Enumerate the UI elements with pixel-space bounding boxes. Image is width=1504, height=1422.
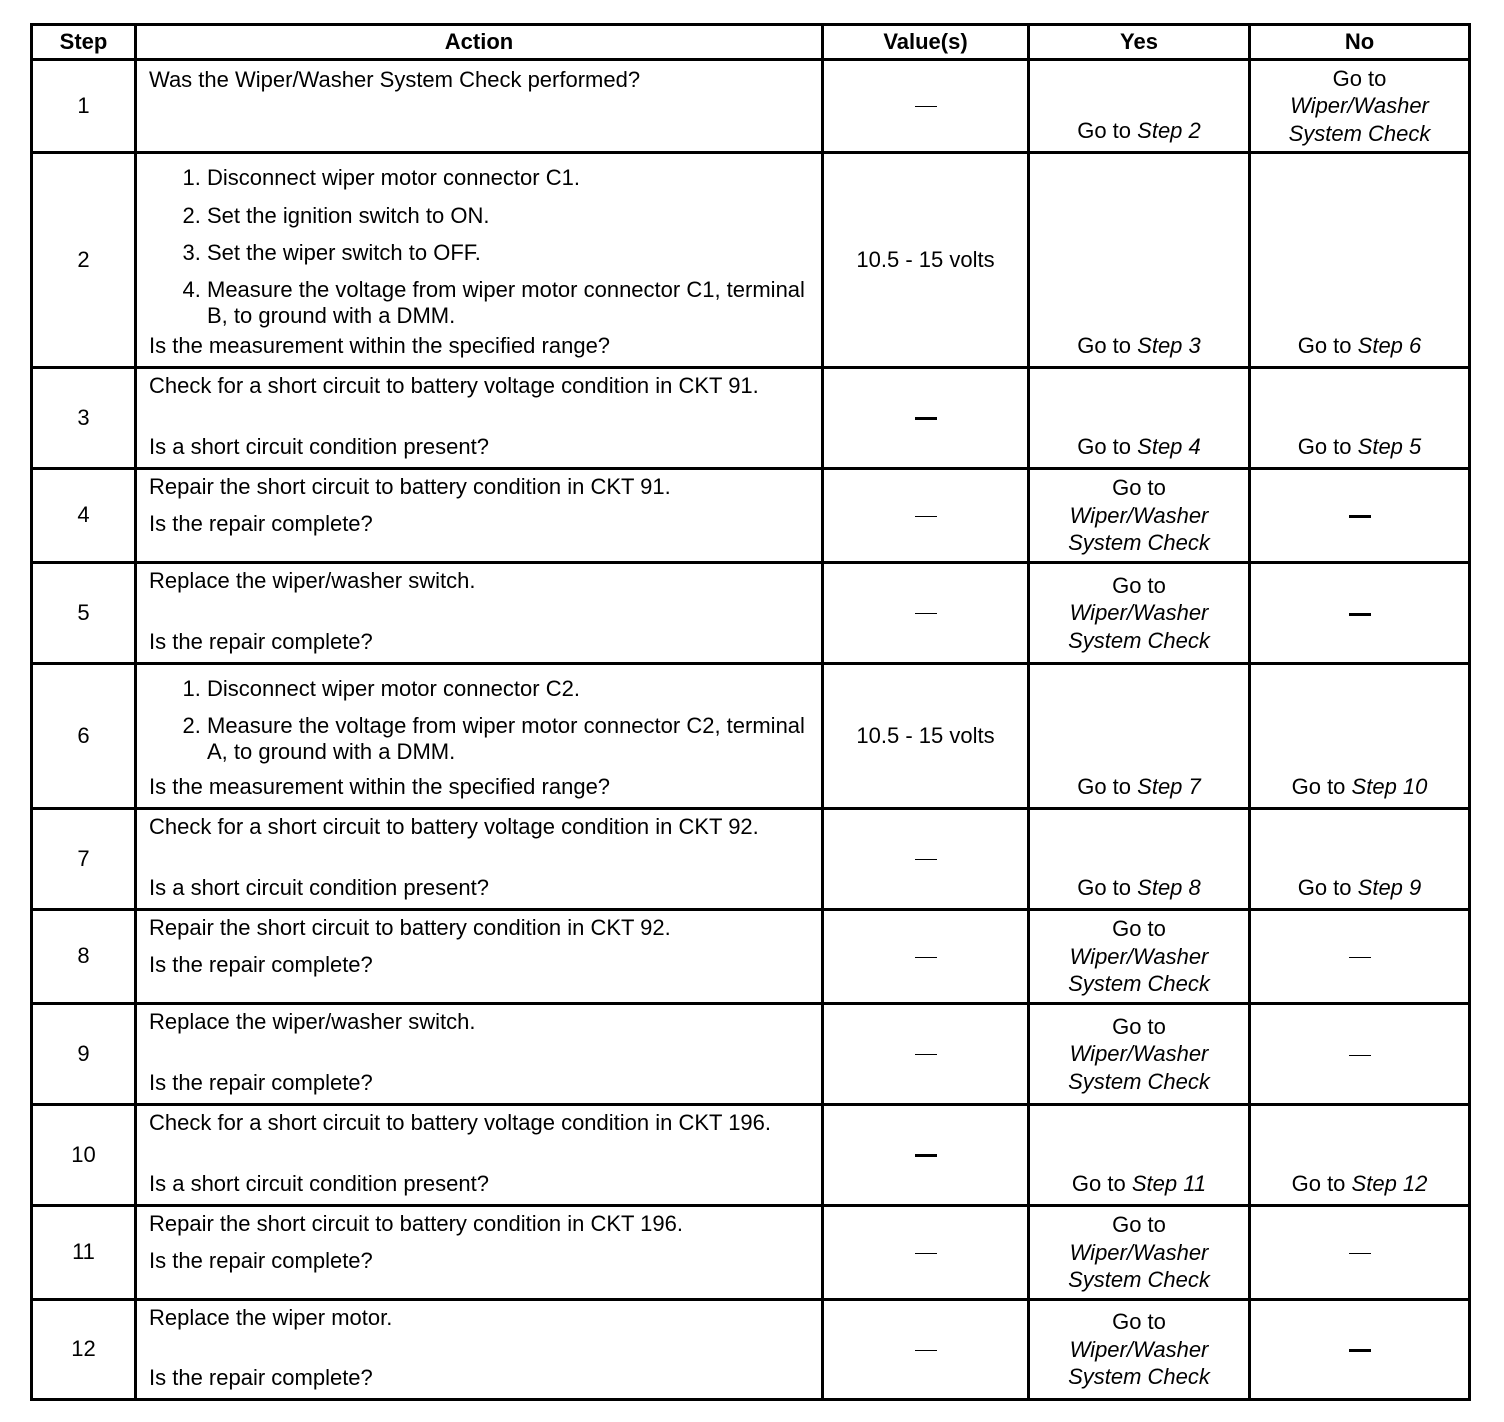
step-number: 5 [32, 563, 136, 664]
table-row [32, 809, 1470, 910]
value-cell [823, 809, 1029, 910]
yes-cell: Go to Wiper/Washer System Check [1029, 1206, 1250, 1300]
action-text: Check for a short circuit to battery voltage condition in CKT 92. [149, 814, 759, 839]
no-cell [1250, 910, 1470, 1004]
value-cell [823, 1300, 1029, 1400]
action-question: Is a short circuit condition present? [149, 434, 489, 460]
value-dash [915, 859, 937, 860]
value-dash [915, 1350, 937, 1351]
header-step: Step [32, 25, 136, 60]
value-cell: 10.5 - 15 volts [823, 153, 1029, 368]
no-dash [1349, 613, 1371, 616]
yes-link[interactable]: Step 7 [1137, 774, 1201, 800]
action-question: Is the repair complete? [149, 1365, 373, 1391]
no-link[interactable]: Step 10 [1351, 774, 1428, 800]
step-number: 3 [32, 368, 136, 469]
value-dash [915, 516, 937, 517]
header-no: No [1250, 25, 1470, 60]
value-cell [823, 368, 1029, 469]
no-link[interactable]: Step 12 [1351, 1171, 1428, 1197]
yes-link[interactable]: Step 11 [1131, 1171, 1207, 1197]
action-question: Is a short circuit condition present? [149, 875, 489, 901]
value-dash [915, 1154, 937, 1157]
table-row [32, 1004, 1470, 1105]
yes-link[interactable]: Wiper/Washer System Check [1068, 502, 1210, 556]
yes-cell: Go to Step 8 [1029, 809, 1250, 910]
no-cell: Go to Step 10 [1250, 664, 1470, 809]
table-row [32, 1206, 1470, 1300]
table-row [32, 1300, 1470, 1400]
table-row [32, 664, 1470, 809]
step-number: 12 [32, 1300, 136, 1400]
yes-link[interactable]: Wiper/Washer System Check [1068, 1336, 1210, 1390]
yes-link[interactable]: Wiper/Washer System Check [1068, 1239, 1210, 1293]
value-dash [915, 613, 937, 614]
table-row [32, 368, 1470, 469]
header-row [32, 25, 1470, 60]
no-dash [1349, 1253, 1371, 1254]
value-cell [823, 60, 1029, 153]
no-cell: Go to Step 12 [1250, 1105, 1470, 1206]
value-dash [915, 957, 937, 958]
value-cell [823, 1206, 1029, 1300]
table-row [32, 563, 1470, 664]
table-row [32, 1105, 1470, 1206]
step-number: 10 [32, 1105, 136, 1206]
no-link[interactable]: Step 9 [1357, 875, 1422, 901]
yes-link[interactable]: Step 4 [1137, 434, 1201, 460]
yes-cell: Go to Wiper/Washer System Check [1029, 910, 1250, 1004]
yes-link[interactable]: Wiper/Washer System Check [1068, 943, 1210, 997]
yes-cell: Go to Step 2 [1029, 60, 1250, 153]
yes-cell: Go to Wiper/Washer System Check [1029, 1004, 1250, 1105]
step-number: 11 [32, 1206, 136, 1300]
action-text: Repair the short circuit to battery condition in CKT 196. [149, 1211, 683, 1236]
table-row [32, 153, 1470, 368]
yes-cell: Go to Step 7 [1029, 664, 1250, 809]
action-question: Is the measurement within the specified range? [149, 774, 611, 800]
header-action: Action [136, 25, 823, 60]
no-cell [1250, 469, 1470, 563]
yes-cell: Go to Wiper/Washer System Check [1029, 563, 1250, 664]
yes-link[interactable]: Step 2 [1137, 118, 1201, 144]
action-question: Is the repair complete? [149, 629, 373, 655]
yes-cell: Go to Step 3 [1029, 153, 1250, 368]
action-question: Is the repair complete? [149, 510, 373, 536]
no-cell: Go to Wiper/Washer System Check [1250, 60, 1470, 153]
no-cell: Go to Step 6 [1250, 153, 1470, 368]
yes-link[interactable]: Wiper/Washer System Check [1068, 1041, 1210, 1094]
no-cell: Go to Step 9 [1250, 809, 1470, 910]
action-question: Is the repair complete? [149, 1247, 373, 1273]
no-dash [1349, 957, 1371, 958]
step-number: 1 [32, 60, 136, 153]
action-text: Replace the wiper motor. [149, 1305, 393, 1330]
no-dash [1349, 1349, 1371, 1352]
action-list: 1. Disconnect wiper motor connector C2. 2. Measure the voltage from wiper motor connector C2, terminal A, to ground with a DMM. [137, 665, 821, 766]
no-dash [1349, 515, 1371, 518]
yes-cell: Go to Wiper/Washer System Check [1029, 1300, 1250, 1400]
action-text: Check for a short circuit to battery voltage condition in CKT 196. [149, 1110, 772, 1135]
no-link[interactable]: Step 5 [1357, 434, 1422, 460]
action-question: Is a short circuit condition present? [149, 1171, 489, 1197]
header-yes: Yes [1029, 25, 1250, 60]
action-text: Repair the short circuit to battery condition in CKT 91. [149, 474, 671, 499]
no-link[interactable]: Wiper/Washer System Check [1288, 93, 1431, 146]
action-list: 1. Disconnect wiper motor connector C1. 2. Set the ignition switch to ON. 3. Set the wiper switch to OFF. 4. Measure the voltage from wiper motor connector C1, terminal B, to ground with a DMM. [137, 154, 821, 330]
value-cell [823, 1004, 1029, 1105]
action-text: Replace the wiper/washer switch. [149, 568, 476, 593]
no-cell [1250, 1300, 1470, 1400]
no-link[interactable]: Step 6 [1357, 333, 1422, 359]
action-question: Is the repair complete? [149, 951, 373, 977]
value-cell [823, 910, 1029, 1004]
no-cell [1250, 563, 1470, 664]
no-cell: Go to Step 5 [1250, 368, 1470, 469]
value-dash [915, 417, 937, 420]
yes-link[interactable]: Wiper/Washer System Check [1068, 600, 1210, 653]
yes-cell: Go to Step 4 [1029, 368, 1250, 469]
step-number: 9 [32, 1004, 136, 1105]
diagnostic-table [30, 23, 1471, 1401]
no-cell [1250, 1004, 1470, 1105]
step-number: 2 [32, 153, 136, 368]
value-dash [915, 1253, 937, 1254]
value-cell [823, 469, 1029, 563]
value-cell [823, 563, 1029, 664]
value-dash [915, 1054, 937, 1055]
action-question: Was the Wiper/Washer System Check performed? [149, 67, 641, 92]
step-number: 7 [32, 809, 136, 910]
value-cell [823, 1105, 1029, 1206]
yes-link[interactable]: Step 3 [1137, 333, 1201, 359]
yes-cell: Go to Step 11 [1029, 1105, 1250, 1206]
action-question: Is the repair complete? [149, 1070, 373, 1096]
table-row [32, 910, 1470, 1004]
no-dash [1349, 1055, 1371, 1056]
action-text: Replace the wiper/washer switch. [149, 1009, 476, 1034]
table-row [32, 60, 1470, 153]
step-number: 8 [32, 910, 136, 1004]
value-cell: 10.5 - 15 volts [823, 664, 1029, 809]
action-question: Is the measurement within the specified range? [149, 333, 611, 359]
yes-link[interactable]: Step 8 [1137, 875, 1201, 901]
header-values: Value(s) [823, 25, 1029, 60]
action-text: Repair the short circuit to battery condition in CKT 92. [149, 915, 671, 940]
value-dash [915, 106, 937, 107]
table-row [32, 469, 1470, 563]
step-number: 6 [32, 664, 136, 809]
action-text: Check for a short circuit to battery voltage condition in CKT 91. [149, 373, 759, 398]
no-cell [1250, 1206, 1470, 1300]
yes-cell: Go to Wiper/Washer System Check [1029, 469, 1250, 563]
step-number: 4 [32, 469, 136, 563]
